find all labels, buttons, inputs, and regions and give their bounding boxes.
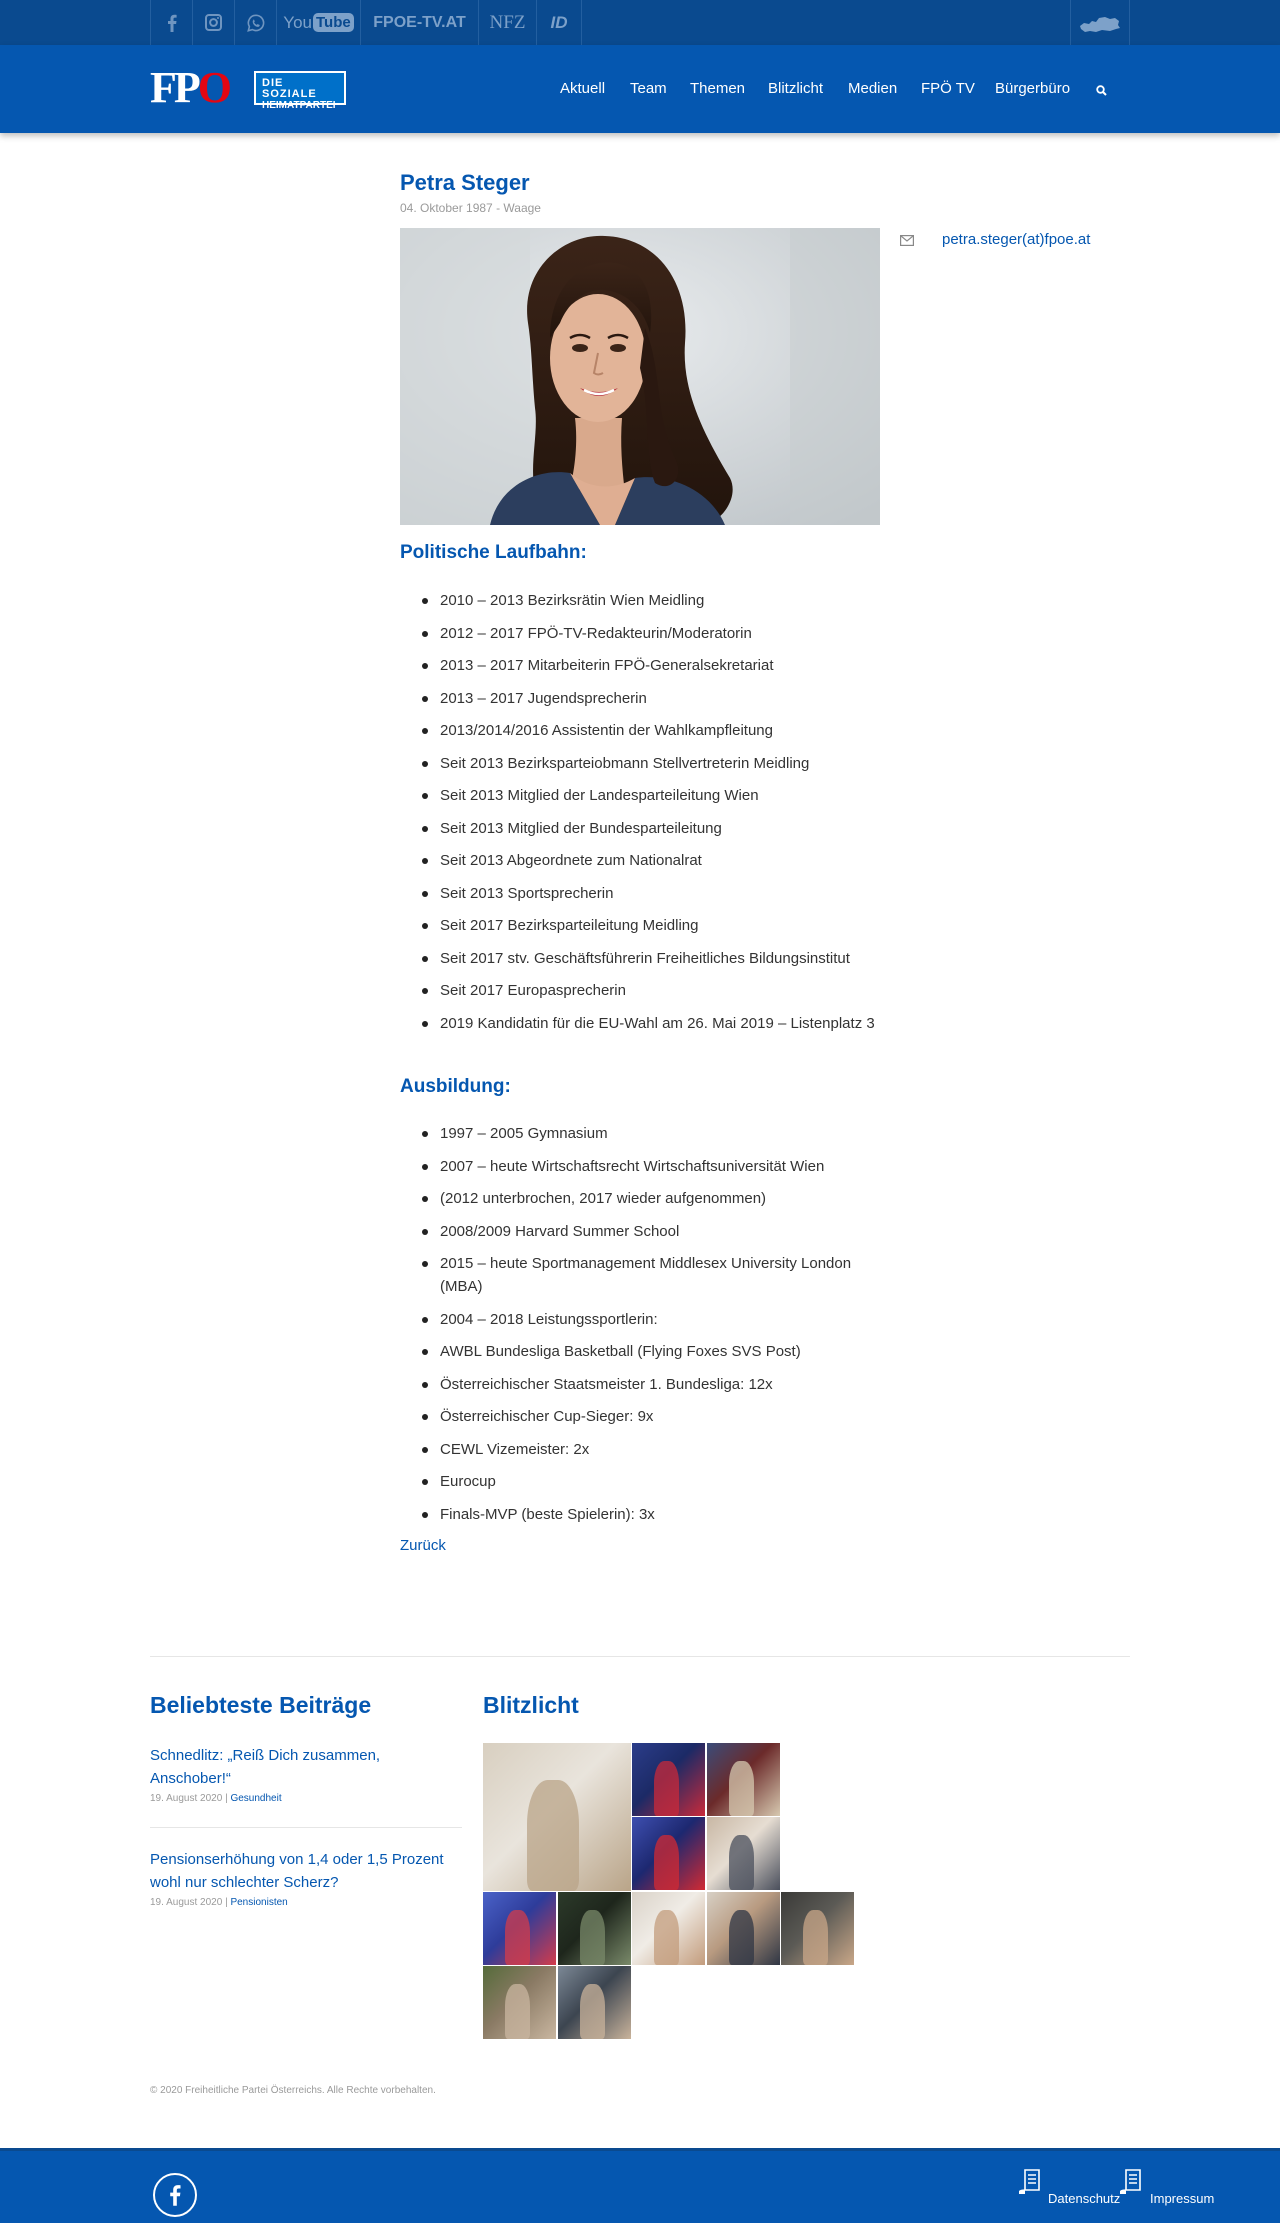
list-item: 2004 – 2018 Leistungssportlerin: xyxy=(400,1308,890,1331)
search-button[interactable] xyxy=(1096,83,1107,101)
whatsapp-link[interactable] xyxy=(234,0,276,45)
gallery-thumbnail[interactable] xyxy=(707,1817,780,1890)
nav-aktuell[interactable]: Aktuell xyxy=(560,80,606,97)
privacy-document-icon xyxy=(1016,2167,1046,2202)
popular-post-category[interactable]: Pensionisten xyxy=(230,1897,288,1908)
facebook-icon xyxy=(169,2184,181,2206)
email-link[interactable]: petra.steger(at)fpoe.at xyxy=(942,231,1091,248)
fpo-logo[interactable]: FPO DIE SOZIALE HEIMATPARTEI xyxy=(150,69,346,107)
post-separator xyxy=(150,1827,462,1828)
list-item: 2015 – heute Sportmanagement Middlesex University London (MBA) xyxy=(400,1252,890,1298)
list-item: Seit 2017 stv. Geschäftsführerin Freiheitliches Bildungsinstitut xyxy=(400,947,890,970)
education-list xyxy=(400,1122,890,1535)
copyright: © 2020 Freiheitliche Partei Österreichs. Alle Rechte vorbehalten. xyxy=(150,2085,436,2096)
search-icon xyxy=(1096,85,1107,96)
austria-link[interactable] xyxy=(1070,0,1130,45)
popular-post xyxy=(150,1744,462,1804)
list-item: Seit 2013 Mitglied der Landesparteileitung Wien xyxy=(400,784,890,807)
gallery-thumbnail[interactable] xyxy=(483,1966,556,2039)
blitzlicht-heading: Blitzlicht xyxy=(483,1692,579,1718)
logo-tagline: DIE SOZIALE HEIMATPARTEI xyxy=(254,71,346,105)
list-item: Seit 2013 Mitglied der Bundesparteileitung xyxy=(400,817,890,840)
fpoe-tv-link[interactable]: FPOE-TV.AT xyxy=(360,0,478,45)
gallery-thumbnail[interactable] xyxy=(707,1892,780,1965)
nav-themen[interactable]: Themen xyxy=(690,80,746,97)
list-item: Seit 2017 Bezirksparteileitung Meidling xyxy=(400,914,890,937)
list-item: 2013/2014/2016 Assistentin der Wahlkampfleitung xyxy=(400,719,890,742)
popular-post-meta: 19. August 2020 | Gesundheit xyxy=(150,1793,282,1804)
list-item: 2010 – 2013 Bezirksrätin Wien Meidling xyxy=(400,589,890,612)
gallery-thumbnail[interactable] xyxy=(483,1743,631,1891)
page-title: Petra Steger xyxy=(400,170,530,195)
list-item: Seit 2013 Bezirksparteiobmann Stellvertreterin Meidling xyxy=(400,752,890,775)
impressum-link[interactable]: Impressum xyxy=(1150,2191,1215,2206)
list-item: Seit 2013 Sportsprecherin xyxy=(400,882,890,905)
gallery-thumbnail[interactable] xyxy=(707,1743,780,1816)
popular-post-title[interactable]: Pensionserhöhung von 1,4 oder 1,5 Prozent wohl nur schlechter Scherz? xyxy=(150,1851,444,1891)
facebook-icon xyxy=(167,14,177,32)
list-item: 2012 – 2017 FPÖ-TV-Redakteurin/Moderatorin xyxy=(400,622,890,645)
popular-post xyxy=(150,1848,462,1908)
list-item: Finals-MVP (beste Spielerin): 3x xyxy=(400,1503,890,1526)
back-link[interactable]: Zurück xyxy=(400,1537,446,1554)
imprint-document-icon xyxy=(1117,2167,1147,2202)
gallery-thumbnail[interactable] xyxy=(632,1892,705,1965)
instagram-icon xyxy=(205,14,222,31)
list-item: (2012 unterbrochen, 2017 wieder aufgenommen) xyxy=(400,1187,890,1210)
nav-medien[interactable]: Medien xyxy=(848,80,898,97)
list-item: Eurocup xyxy=(400,1470,890,1493)
list-item: Österreichischer Cup-Sieger: 9x xyxy=(400,1405,890,1428)
popular-posts-heading: Beliebteste Beiträge xyxy=(150,1692,372,1718)
gallery-thumbnail[interactable] xyxy=(781,1892,854,1965)
datenschutz-link[interactable]: Datenschutz xyxy=(1048,2191,1121,2206)
birth-date: 04. Oktober 1987 - Waage xyxy=(400,201,541,215)
gallery-thumbnail[interactable] xyxy=(632,1817,705,1890)
id-link[interactable]: ID xyxy=(536,0,582,45)
list-item: Seit 2017 Europasprecherin xyxy=(400,979,890,1002)
nav-buergerbuero[interactable]: Bürgerbüro xyxy=(995,80,1071,97)
career-heading: Politische Laufbahn: xyxy=(400,542,587,563)
list-item: 1997 – 2005 Gymnasium xyxy=(400,1122,890,1145)
list-item: AWBL Bundesliga Basketball (Flying Foxes SVS Post) xyxy=(400,1340,890,1363)
top-social-bar xyxy=(0,0,1280,45)
list-item: 2013 – 2017 Mitarbeiterin FPÖ-Generalsekretariat xyxy=(400,654,890,677)
gallery-thumbnail[interactable] xyxy=(483,1892,556,1965)
list-item: 2007 – heute Wirtschaftsrecht Wirtschaftsuniversität Wien xyxy=(400,1155,890,1178)
list-item: 2013 – 2017 Jugendsprecherin xyxy=(400,687,890,710)
popular-post-category[interactable]: Gesundheit xyxy=(230,1793,282,1804)
austria-map-icon xyxy=(1078,13,1122,33)
nfz-link[interactable]: NFZ xyxy=(478,0,536,45)
facebook-link[interactable] xyxy=(150,0,192,45)
nav-team[interactable]: Team xyxy=(630,80,667,97)
list-item: CEWL Vizemeister: 2x xyxy=(400,1438,890,1461)
popular-post-meta: 19. August 2020 | Pensionisten xyxy=(150,1897,288,1908)
content-divider xyxy=(150,1656,1130,1657)
gallery-thumbnail[interactable] xyxy=(558,1892,631,1965)
youtube-link[interactable]: You Tube xyxy=(276,0,360,45)
profile-photo xyxy=(400,228,880,525)
gallery-thumbnail[interactable] xyxy=(632,1743,705,1816)
list-item: 2019 Kandidatin für die EU-Wahl am 26. Mai 2019 – Listenplatz 3 xyxy=(400,1012,890,1035)
gallery-thumbnail[interactable] xyxy=(558,1966,631,2039)
popular-post-title[interactable]: Schnedlitz: „Reiß Dich zusammen, Anschober!“ xyxy=(150,1747,381,1787)
whatsapp-icon xyxy=(247,14,265,32)
envelope-icon xyxy=(900,233,914,251)
nav-blitzlicht[interactable]: Blitzlicht xyxy=(768,80,824,97)
career-list xyxy=(400,589,890,1044)
list-item: Österreichischer Staatsmeister 1. Bundesliga: 12x xyxy=(400,1373,890,1396)
list-item: 2008/2009 Harvard Summer School xyxy=(400,1220,890,1243)
list-item: Seit 2013 Abgeordnete zum Nationalrat xyxy=(400,849,890,872)
nav-fpoe-tv[interactable]: FPÖ TV xyxy=(921,80,975,97)
footer-facebook-link[interactable] xyxy=(153,2173,197,2217)
instagram-link[interactable] xyxy=(192,0,234,45)
main-header xyxy=(0,45,1280,133)
education-heading: Ausbildung: xyxy=(400,1076,511,1097)
footer-bar xyxy=(0,2148,1280,2223)
